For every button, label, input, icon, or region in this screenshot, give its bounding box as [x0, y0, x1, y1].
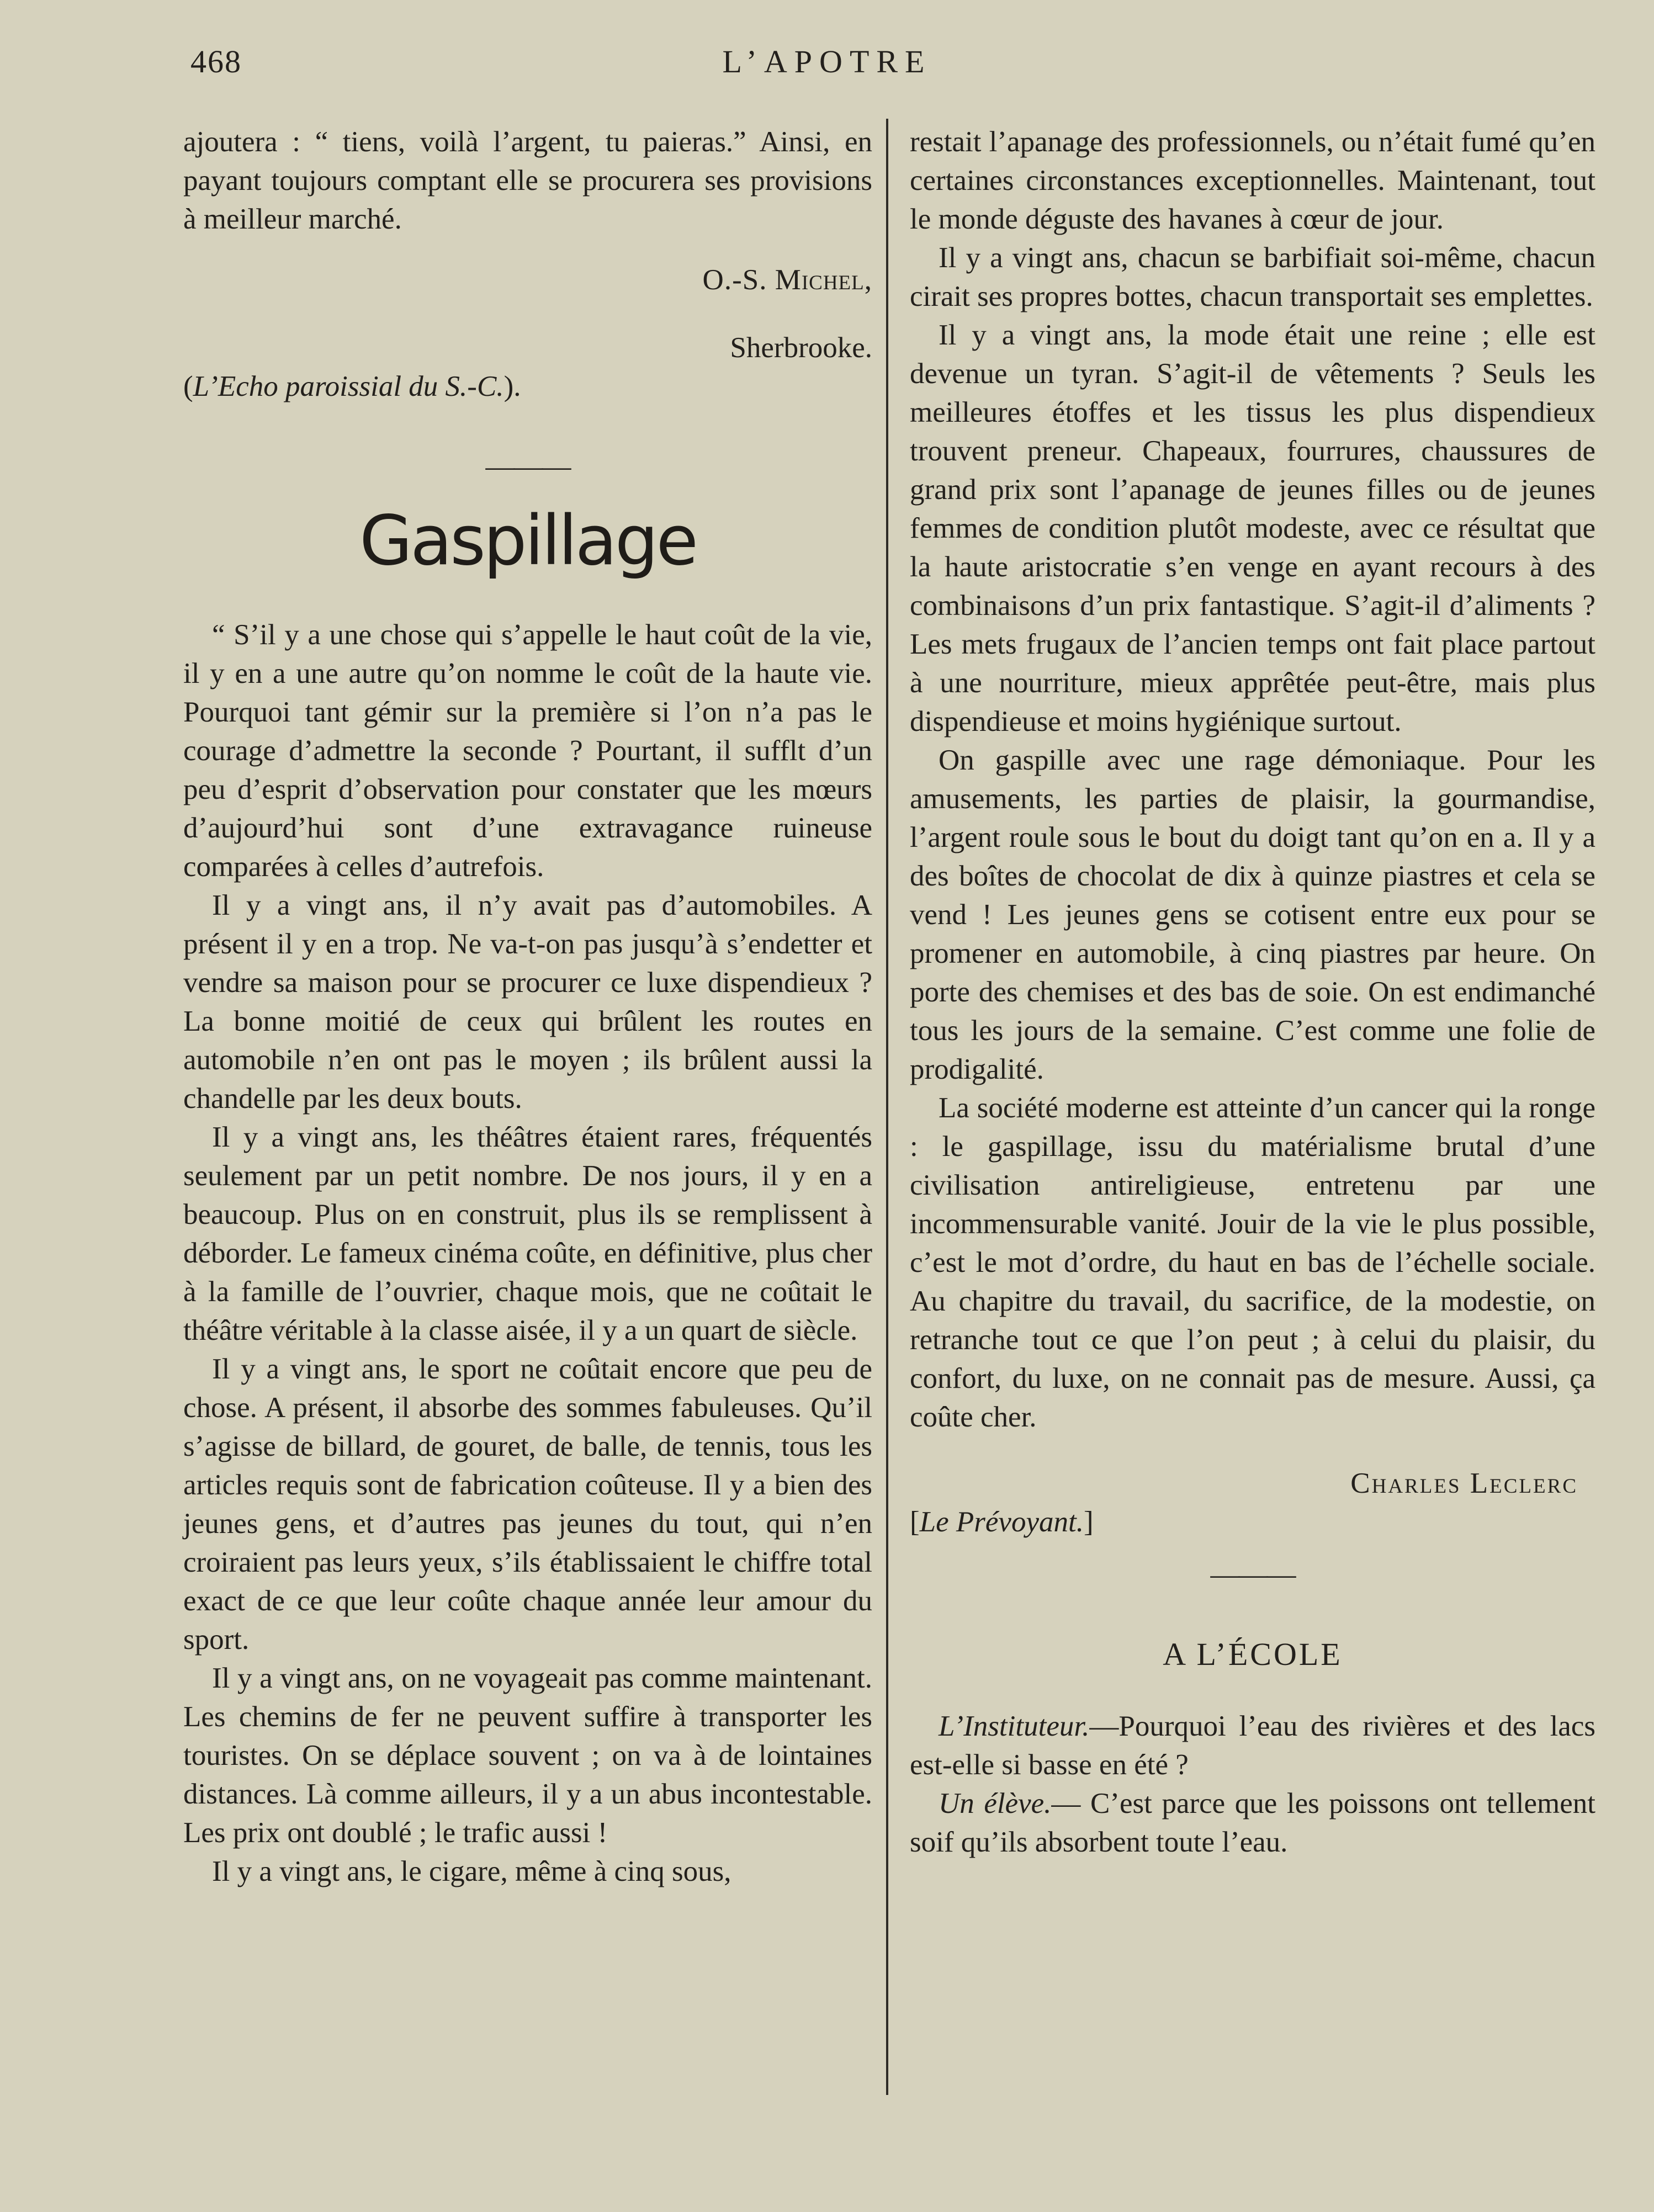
dialogue-line: [910, 1707, 1595, 1784]
section-separator: ———: [1210, 1558, 1295, 1590]
article-paragraph: restait l’apanage des professionnels, ou n’était fumé qu’en certaines circonstances exceptionnelles. Maintenant, tout le monde déguste des havanes à cœur de jour.: [910, 126, 1595, 235]
dialogue-speaker: L’Instituteur.: [939, 1710, 1090, 1742]
previous-article-place: Sherbrooke.: [730, 332, 872, 364]
dialogue-line: [910, 1784, 1595, 1861]
article-paragraph: “ S’il y a une chose qui s’appelle le haut coût de la vie, il y en a une autre qu’on nomme le coût de la haute vie. Pourquoi tant gémir sur la première si l’on n’a pas le courage d’admettre la seconde ? Pourtant, il sufflt d’un peu d’esprit d’observation pour constater que les mœurs d’aujourd’hui sont d’une extravagance ruineuse comparées à celles d’autrefois.: [183, 619, 872, 883]
previous-article-author: O.-S. Michel,: [702, 264, 872, 296]
article-paragraph: Il y a vingt ans, la mode était une reine ; elle est devenue un tyran. S’agit-il de vêtements ? Seuls les meilleures étoffes et les tissus les plus dispendieux trouvent preneur. Chapeaux, fourrures, chaussures de grand prix sont l’apanage de jeunes filles ou de jeunes femmes de condition plutôt modeste, avec ce résultat que la haute aristocratie s’en venge en ayant recours à des combinaisons d’un prix fantastique. S’agit-il d’aliments ? Les mets frugaux de l’ancien temps ont fait place partout à une nourriture, mieux apprêtée peut-être, mais plus dispendieuse et moins hygiénique surtout.: [910, 319, 1595, 738]
article-title: Gaspillage: [359, 501, 696, 581]
article-paragraph: Il y a vingt ans, le cigare, même à cinq sous,: [212, 1855, 731, 1887]
column-divider: [886, 119, 888, 2095]
section-separator: ———: [485, 450, 570, 482]
article-author: Charles Leclerc: [1350, 1467, 1578, 1499]
article-paragraph: Il y a vingt ans, les théâtres étaient rares, fréquentés seulement par un petit nombre. De nos jours, il y en a beaucoup. Plus on en construit, plus ils se remplissent à déborder. Le fameux cinéma coûte, en définitive, plus cher à la famille de l’ouvrier, chaque mois, que ne coûtait le théâtre véritable à la classe aisée, il y a un quart de siècle.: [183, 1121, 872, 1346]
article-paragraph: On gaspille avec une rage démoniaque. Pour les amusements, les parties de plaisir, la gourmandise, l’argent roule sous le bout du doigt tant qu’on en a. Il y a des boîtes de chocolat de dix à quinze piastres et cela se vend ! Les jeunes gens se cotisent entre eux pour se promener en automobile, à cinq piastres par heure. On porte des chemises et des bas de soie. On est endimanché tous les jours de la semaine. C’est comme une folie de prodigalité.: [910, 744, 1595, 1085]
previous-article-ending: ajoutera : “ tiens, voilà l’argent, tu paieras.” Ainsi, en payant toujours comptant elle se procurera ses provisions à meilleur marché.: [183, 126, 872, 235]
article-source: [Le Prévoyant.]: [910, 1506, 1094, 1538]
running-title: L’APOTRE: [722, 44, 932, 79]
article-paragraph: Il y a vingt ans, chacun se barbifiait soi-même, chacun cirait ses propres bottes, chacun transportait ses emplettes.: [910, 242, 1595, 312]
dialogue-text: — C’est parce que les poissons ont tellement soif qu’ils absorbent toute l’eau.: [910, 1787, 1595, 1858]
page-number: 468: [190, 44, 242, 79]
article-paragraph: Il y a vingt ans, le sport ne coûtait encore que peu de chose. A présent, il absorbe des sommes fabuleuses. Qu’il s’agisse de billard, de gouret, de balle, de tennis, tous les articles requis sont de fabrication coûteuse. Il y a bien des jeunes gens, et d’autres pas jeunes du tout, qui n’en croiraient pas leurs yeux, s’ils établissaient le chiffre total exact de ce que leur coûte chaque année leur amour du sport.: [183, 1353, 872, 1656]
right-column: [910, 123, 1595, 1861]
previous-article-source: (L’Echo paroissial du S.-C.).: [183, 370, 521, 402]
article-paragraph: La société moderne est atteinte d’un cancer qui la ronge : le gaspillage, issu du matérialisme brutal d’une civilisation antireligieuse, entretenu par une incommensurable vanité. Jouir de la vie le plus possible, c’est le mot d’ordre, du haut en bas de l’échelle sociale. Au chapitre du travail, du sacrifice, de la modestie, on retranche tout ce que l’on peut ; à celui du plaisir, du confort, du luxe, on ne connait pas de mesure. Aussi, ça coûte cher.: [910, 1092, 1595, 1433]
left-column: [183, 123, 872, 1891]
dialogue-text: —Pourquoi l’eau des rivières et des lacs est-elle si basse en été ?: [910, 1710, 1595, 1781]
section-title: A L’ÉCOLE: [1163, 1636, 1343, 1672]
dialogue-speaker: Un élève.: [939, 1787, 1052, 1820]
article-paragraph: Il y a vingt ans, il n’y avait pas d’automobiles. A présent il y en a trop. Ne va-t-on pas jusqu’à s’endetter et vendre sa maison pour se procurer ce luxe dispendieux ? La bonne moitié de ceux qui brûlent les routes en automobile n’en ont pas le moyen ; ils brûlent aussi la chandelle par les deux bouts.: [183, 889, 872, 1115]
article-paragraph: Il y a vingt ans, on ne voyageait pas comme maintenant. Les chemins de fer ne peuvent suffire à transporter les touristes. On se déplace souvent ; on va à de lointaines distances. Là comme ailleurs, il y a un abus incontestable. Les prix ont doublé ; le trafic aussi !: [183, 1662, 872, 1849]
